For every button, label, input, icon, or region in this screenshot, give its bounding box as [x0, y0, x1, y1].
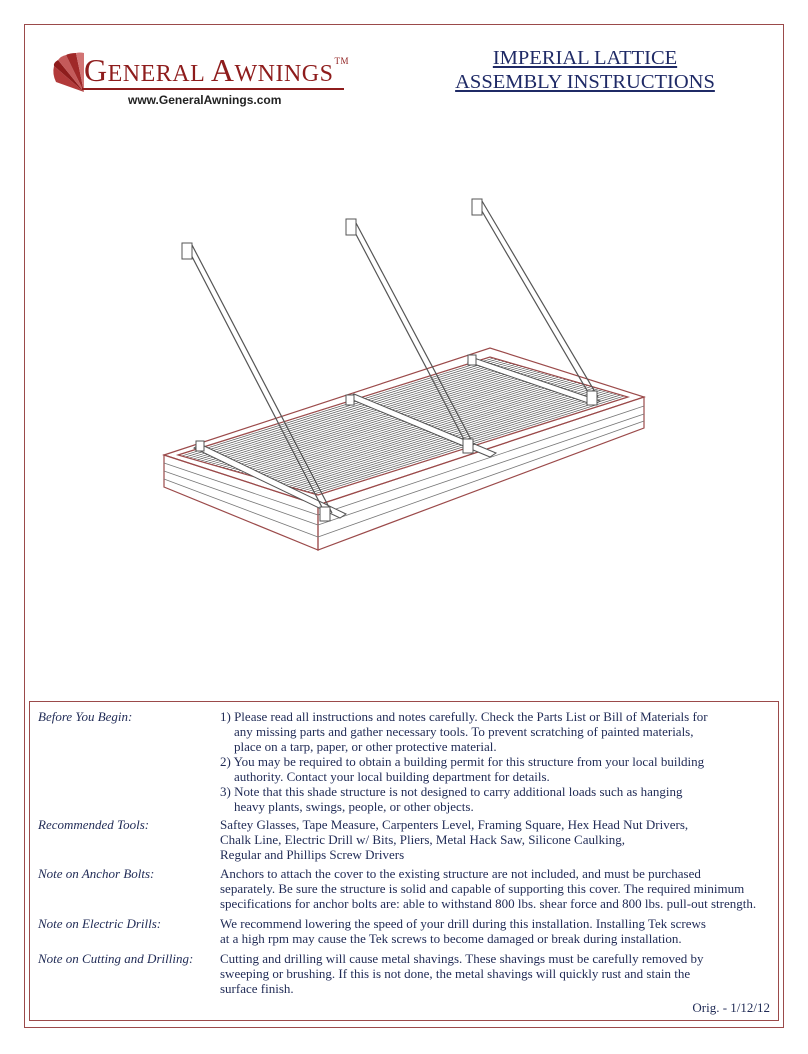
lattice-slat: [263, 381, 574, 479]
note-label: Before You Begin:: [38, 709, 133, 724]
note-line: heavy plants, swings, people, or other objects.: [234, 799, 474, 814]
note-body: [220, 709, 780, 814]
lattice-slat: [277, 385, 588, 483]
lattice-slat: [241, 375, 552, 473]
note-line: at a high rpm may cause the Tek screws to become damaged or break during installation.: [220, 931, 682, 946]
note-line: 2) You may be required to obtain a building permit for this structure from your local building: [220, 754, 705, 769]
note-line: specifications for anchor bolts are: able to withstand 800 lbs. shear force and 800 lbs. pull-out strength.: [220, 896, 757, 911]
brand-logo-text: GENERAL AWNINGS™: [84, 52, 349, 88]
lattice-slat: [244, 376, 555, 474]
lattice-slat: [266, 382, 577, 480]
note-line: 1) Please read all instructions and notes carefully. Check the Parts List or Bill of Materials for: [220, 709, 708, 724]
lattice-slat: [237, 374, 548, 472]
note-line: Anchors to attach the cover to the existing structure are not included, and must be purchased: [220, 866, 701, 881]
logo-underline: [82, 88, 344, 90]
note-line: place on a tarp, paper, or other protective material.: [234, 739, 497, 754]
lattice-slat: [270, 383, 581, 481]
lattice-slat: [248, 377, 559, 475]
note-line: Cutting and drilling will cause metal shavings. These shavings must be carefully removed by: [220, 951, 704, 966]
original-date: Orig. - 1/12/12: [692, 1000, 770, 1015]
note-line: separately. Be sure the structure is solid and capable of supporting this cover. The required minimum: [220, 881, 745, 896]
note-label: Note on Anchor Bolts:: [38, 866, 155, 881]
lattice-slat: [233, 373, 544, 471]
note-line: Saftey Glasses, Tape Measure, Carpenters Level, Framing Square, Hex Head Nut Drivers,: [220, 817, 689, 832]
lattice-slat: [255, 379, 566, 477]
note-line: surface finish.: [220, 981, 294, 996]
note-label: Recommended Tools:: [38, 817, 150, 832]
note-label: Note on Cutting and Drilling:: [38, 951, 194, 966]
awning-illustration: [150, 185, 660, 570]
lattice-slat: [230, 372, 541, 470]
note-body: [220, 866, 780, 911]
note-body: [220, 951, 780, 996]
note-body: [220, 817, 780, 862]
note-line: authority. Contact your local building department for details.: [234, 769, 550, 784]
note-body: [220, 916, 780, 946]
note-label: Note on Electric Drills:: [38, 916, 162, 931]
title-line-1: IMPERIAL LATTICE: [492, 47, 678, 69]
awning-frame: [164, 348, 644, 550]
fan-logo-icon: [50, 52, 86, 94]
brand-url: www.GeneralAwnings.com: [128, 93, 282, 107]
note-line: Regular and Phillips Screw Drivers: [220, 847, 405, 862]
note-line: We recommend lowering the speed of your drill during this installation. Installing Tek screws: [220, 916, 706, 931]
note-line: any missing parts and gather necessary tools. To prevent scratching of painted materials,: [234, 724, 694, 739]
page-title: [420, 46, 750, 94]
title-line-2: ASSEMBLY INSTRUCTIONS: [455, 71, 715, 93]
note-line: sweeping or brushing. If this is not done, the metal shavings will quickly rust and stain the: [220, 966, 691, 981]
note-line: 3) Note that this shade structure is not designed to carry additional loads such as hanging: [220, 784, 683, 799]
note-line: Chalk Line, Electric Drill w/ Bits, Pliers, Metal Hack Saw, Silicone Caulking,: [220, 832, 625, 847]
